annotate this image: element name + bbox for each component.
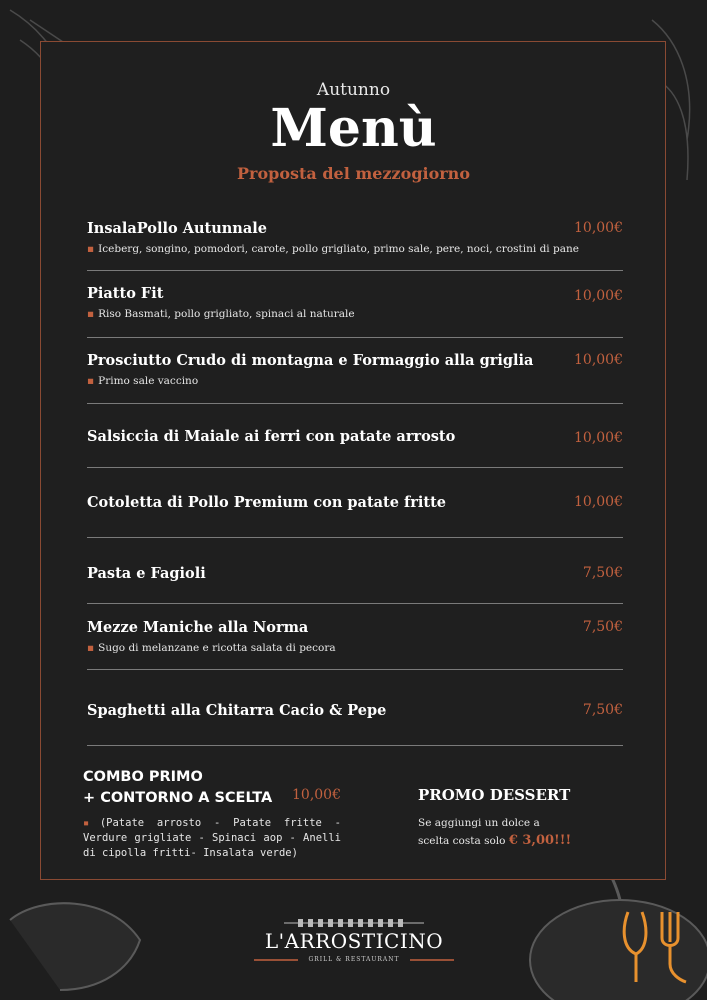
item-price: 10,00€ — [574, 220, 623, 236]
menu-season: Autunno — [316, 80, 391, 100]
promo-title: PROMO DESSERT — [418, 786, 571, 804]
item-price: 7,50€ — [582, 619, 623, 635]
arrosticino-skewers-icon — [284, 917, 424, 929]
logo-tagline: GRILL & RESTAURANT — [308, 956, 400, 963]
bullet-square-icon: ▪ — [87, 375, 95, 387]
item-name: Spaghetti alla Chitarra Cacio & Pepe — [87, 702, 387, 719]
divider — [87, 403, 623, 404]
logo-name: L'ARROSTICINO — [264, 929, 444, 953]
item-name: Mezze Maniche alla Norma — [87, 619, 309, 636]
item-price: 7,50€ — [582, 565, 623, 581]
background-mushroom-sketch-bottom-left — [0, 890, 150, 1000]
combo-price: 10,00€ — [292, 787, 341, 803]
item-price: 10,00€ — [574, 288, 623, 304]
divider — [87, 270, 623, 271]
item-name: Pasta e Fagioli — [87, 565, 206, 582]
menu-subtitle: Proposta del mezzogiorno — [237, 164, 470, 183]
bullet-square-icon: ▪ — [83, 817, 96, 829]
bullet-square-icon: ▪ — [87, 642, 95, 654]
item-name: InsalaPollo Autunnale — [87, 220, 267, 237]
item-description: ▪ Sugo di melanzane e ricotta salata di pecora — [87, 642, 336, 654]
item-price: 10,00€ — [574, 494, 623, 510]
divider — [87, 467, 623, 468]
item-name: Salsiccia di Maiale ai ferri con patate arrosto — [87, 428, 456, 445]
item-price: 7,50€ — [582, 702, 623, 718]
promo-description: Se aggiungi un dolce a scelta costa solo € 3,00!!! — [418, 817, 572, 848]
item-price: 10,00€ — [574, 352, 623, 368]
menu-title: Menù — [270, 98, 437, 159]
divider — [87, 337, 623, 338]
combo-description: ▪ (Patate arrosto - Patate fritte - Verdure grigliate - Spinaci aop - Anelli di cipolla fritti- Insalata verde) — [83, 817, 341, 859]
fork-icon — [618, 908, 690, 986]
item-name: Prosciutto Crudo di montagna e Formaggio alla griglia — [87, 352, 534, 369]
divider — [87, 537, 623, 538]
item-description: ▪ Iceberg, songino, pomodori, carote, pollo grigliato, primo sale, pere, noci, crostini di pane — [87, 243, 579, 255]
divider — [87, 669, 623, 670]
item-price: 10,00€ — [574, 430, 623, 446]
item-name: Piatto Fit — [87, 285, 164, 302]
item-description: ▪ Primo sale vaccino — [87, 375, 199, 387]
promo-price: € 3,00!!! — [508, 833, 572, 848]
bullet-square-icon: ▪ — [87, 308, 95, 320]
divider — [87, 745, 623, 746]
bullet-square-icon: ▪ — [87, 243, 95, 255]
combo-title: COMBO PRIMO + CONTORNO A SCELTA — [83, 769, 273, 806]
item-name: Cotoletta di Pollo Premium con patate fritte — [87, 494, 447, 511]
divider — [87, 603, 623, 604]
logo-underline — [254, 958, 454, 962]
item-description: ▪ Riso Basmati, pollo grigliato, spinaci al naturale — [87, 308, 355, 320]
restaurant-logo — [254, 915, 454, 970]
